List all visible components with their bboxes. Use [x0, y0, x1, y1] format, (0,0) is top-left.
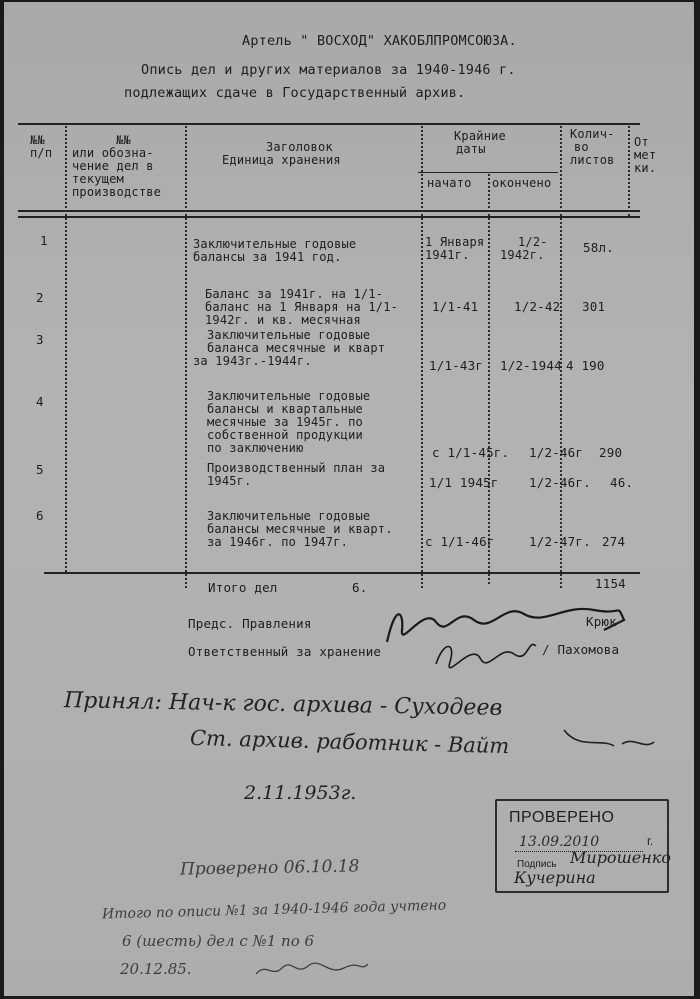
row-5-end: 1/2-46г.: [529, 475, 591, 490]
row-6-start: с 1/1-46г: [425, 534, 495, 549]
col-header-notes: От мет ки.: [634, 135, 657, 175]
stamp-title: ПРОВЕРЕНО: [509, 809, 615, 826]
row-5-num: 5: [36, 462, 44, 477]
document-subtitle-1: Опись дел и других материалов за 1940-1946 г.: [141, 62, 516, 78]
pencil-total-date: 20.12.85.: [120, 960, 192, 978]
totals-sheets: 1154: [595, 576, 626, 591]
row-1-num: 1: [40, 233, 48, 248]
stamp-signature-name-1: Мирошенко: [570, 848, 671, 867]
row-4-num: 4: [36, 394, 44, 409]
pencil-signature: [252, 958, 372, 982]
keeper-label: Ответственный за хранение: [188, 644, 382, 659]
row-2-title: Баланс за 1941г. на 1/1- баланс на 1 Января на 1/1- 1942г. и кв. месячная: [205, 287, 399, 327]
row-6-title: Заключительные годовые балансы месячные и кварт. за 1946г. по 1947г.: [207, 509, 393, 549]
row-5-start: 1/1 1945г: [429, 475, 499, 490]
stamp-g: г.: [647, 834, 654, 848]
pencil-total-line-1: Итого по описи №1 за 1940-1946 года учтено: [101, 897, 447, 923]
pencil-total-line-2: 6 (шесть) дел с №1 по 6: [122, 932, 315, 950]
row-2-sheets: 301: [582, 299, 606, 314]
col-header-sheets: Колич- во листов: [570, 127, 615, 167]
chair-signature: [387, 609, 624, 642]
col-header-end: окончено: [492, 176, 552, 190]
archive-worker-signature: [564, 730, 654, 746]
totals-count: 6.: [352, 580, 368, 595]
col-header-index: №№ или обозна- чение дел в текущем производстве: [72, 133, 162, 199]
row-3-num: 3: [36, 332, 44, 347]
row-1-start: 1 Января 1941г.: [425, 235, 485, 262]
row-4-sheets: 290: [599, 445, 623, 460]
row-1-title: Заключительные годовые балансы за 1941 год.: [193, 237, 357, 264]
row-6-end: 1/2-47г.: [529, 534, 591, 549]
document-title: Артель " ВОСХОД" ХАКОБЛПРОМСОЮЗА.: [242, 33, 517, 49]
stamp-signature-name-2: Кучерина: [514, 868, 596, 887]
chair-label: Предс. Правления: [188, 616, 312, 631]
keeper-signature: [436, 644, 536, 667]
col-header-title: Заголовок Единица хранения: [222, 140, 341, 167]
accepted-line-1: Принял: Нач-к гос. архива - Суходеев: [63, 688, 503, 721]
archive-document: [4, 2, 694, 996]
row-6-num: 6: [36, 508, 44, 523]
row-6-sheets: 274: [602, 534, 626, 549]
stamp-date: 13.09.2010: [519, 834, 600, 850]
row-1-sheets: 58л.: [583, 240, 614, 255]
row-5-sheets: 46.: [610, 475, 634, 490]
row-3-start: 1/1-43г: [429, 358, 484, 373]
document-subtitle-2: подлежащих сдаче в Государственный архив.: [124, 85, 466, 101]
totals-label: Итого дел: [208, 580, 278, 595]
row-5-title: Производственный план за 1945г.: [207, 461, 386, 488]
keeper-name: / Пахомова: [542, 642, 620, 657]
chair-name: Крюк: [586, 614, 617, 629]
row-2-end: 1/2-42: [514, 299, 561, 314]
row-3-end: 1/2-1944: [500, 358, 562, 373]
row-3-title: Заключительные годовые баланса месячные и кварт за 1943г.-1944г.: [193, 328, 386, 368]
row-2-num: 2: [36, 290, 44, 305]
col-header-start: начато: [427, 176, 472, 190]
row-3-sheets: 4 190: [566, 358, 605, 373]
accepted-line-2: Ст. архив. работник - Вайт: [189, 725, 510, 759]
row-2-start: 1/1-41: [432, 299, 479, 314]
col-header-num: №№ п/п: [30, 133, 53, 160]
col-header-dates: Крайние даты: [454, 129, 506, 156]
accepted-date: 2.11.1953г.: [244, 782, 357, 804]
row-4-end: 1/2-46г: [529, 445, 584, 460]
stamp-signature-label: Подпись: [517, 859, 557, 870]
row-4-title: Заключительные годовые балансы и квартальные месячные за 1945г. по собственной продукции по заключению: [207, 389, 371, 455]
pencil-checked-note: Проверено 06.10.18: [179, 856, 360, 880]
row-1-end: 1/2- 1942г.: [500, 235, 548, 262]
row-4-start: с 1/1-45г.: [432, 445, 510, 460]
